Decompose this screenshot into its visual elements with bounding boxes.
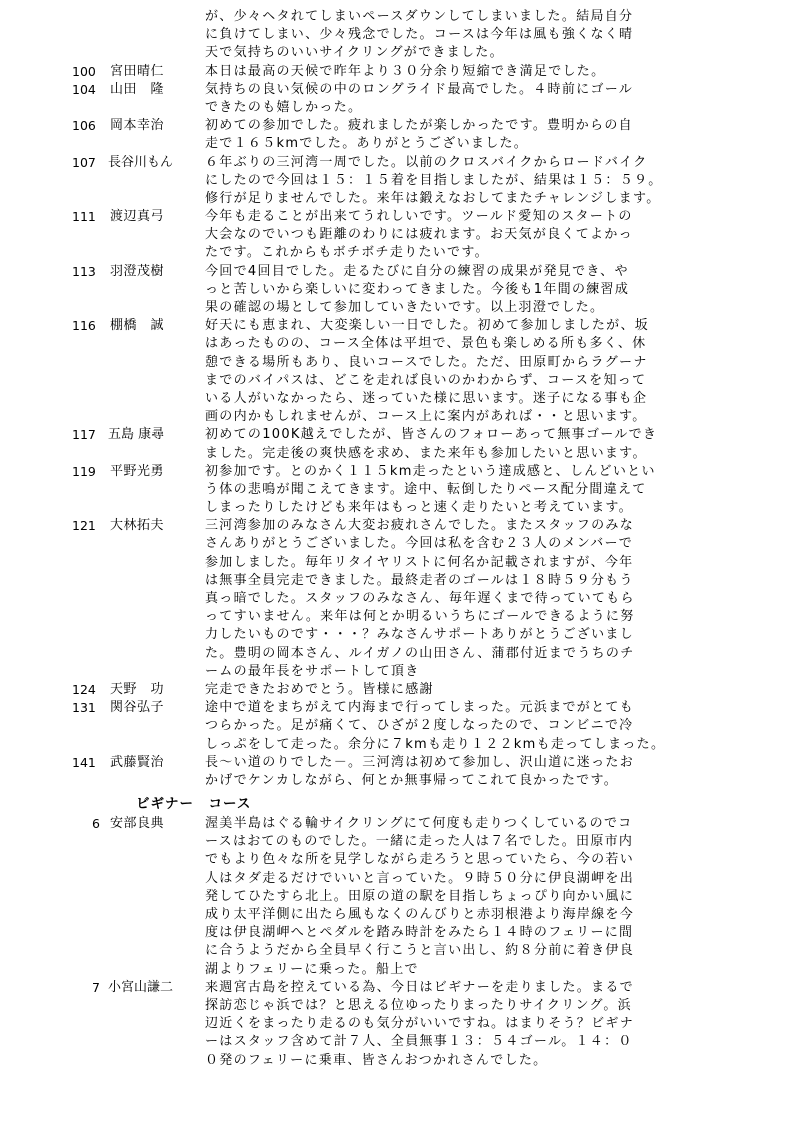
- comment-line: ６年ぶりの三河湾一周でした。以前のクロスバイクからロードバイク: [205, 154, 648, 170]
- rider-name: 関谷弘子: [110, 700, 165, 716]
- section-title: ビギナー コース: [136, 796, 252, 813]
- comment-text: [205, 754, 730, 790]
- comment-line: ースはおてのものでした。一緒に走った人は７名でした。田原市内: [205, 834, 634, 850]
- rider-name: 渡辺真弓: [110, 209, 165, 225]
- comment-line: 発してひたすら北上。田原の道の駅を目指しちょっぴり向かい風に: [205, 888, 635, 904]
- comment-line: 初参加です。とのかく１１５km走ったという達成感と、しんどいとい: [205, 463, 656, 479]
- rider-number: 119: [72, 463, 96, 479]
- comment-line: 辺近くをまったり走るのも気分がいいですね。はまりそう？ビギナ: [205, 1016, 635, 1032]
- comment-line: が、少々ヘタれてしまいペースダウンしてしまいました。結局自分: [205, 9, 634, 24]
- comment-text: [205, 463, 730, 518]
- comment-text: [205, 699, 730, 754]
- rider-number: 141: [72, 754, 96, 770]
- rider-number: 124: [72, 681, 96, 697]
- rider-number: 104: [72, 81, 96, 97]
- comment-text: [205, 815, 730, 979]
- comment-text: [205, 117, 730, 153]
- comment-line: 憩できる場所もあり、良いコースでした。ただ、田原町からラグーナ: [205, 354, 648, 370]
- comment-line: っと苦しいから楽しいに変わってきました。今後も1年間の練習成: [205, 281, 630, 297]
- comment-text: [205, 208, 730, 263]
- rider-entry: [0, 263, 794, 318]
- comment-line: 走で１６５kmでした。ありがとうございました。: [205, 136, 529, 152]
- comment-line: 渥美半島はぐる輪サイクリングにて何度も走りつくしているのでコ: [205, 816, 633, 832]
- rider-number: 106: [72, 118, 96, 134]
- rider-name: 羽澄茂樹: [110, 263, 165, 279]
- comment-text: [205, 979, 730, 1070]
- comment-text: [205, 263, 730, 318]
- rider-entry: [0, 681, 794, 699]
- rider-number: 6: [92, 816, 100, 832]
- document-page: [0, 8, 794, 1070]
- comment-line: 好天にも恵まれ、大変楽しい一日でした。初めて参加しましたが、坂: [205, 318, 650, 334]
- rider-name: 平野光勇: [110, 463, 165, 479]
- comment-text: [205, 426, 730, 462]
- rider-name: 武藤賢治: [110, 754, 165, 770]
- rider-name: 山田 隆: [110, 81, 165, 97]
- rider-entry: [0, 815, 794, 979]
- comment-line: 修行が足りませんでした。来年は鍛えなおしてまたチャレンジします。: [205, 190, 661, 206]
- rider-comment-list: [0, 63, 794, 791]
- comment-line: までのバイパスは、どこを走れば良いのかわからず、コースを知って: [205, 372, 647, 388]
- comment-line: たです。これからもボチボチ走りたいです。: [205, 245, 489, 261]
- comment-line: は無事全員完走できました。最終走者のゴールは１８時５９分もう: [205, 572, 634, 588]
- comment-line: 今年も走ることが出来てうれしいです。ツールド愛知のスタートの: [205, 209, 633, 225]
- rider-name: 宮田晴仁: [110, 63, 165, 79]
- rider-entry: [0, 754, 794, 790]
- comment-line: 画の内かもしれませんが、コース上に案内があれば・・と思います。: [205, 409, 647, 425]
- comment-line: 果の確認の場として参加していきたいです。以上羽澄でした。: [205, 300, 605, 315]
- comment-line: 完走できたおめでとう。皆様に感謝: [205, 681, 434, 697]
- rider-name: 岡本幸治: [110, 118, 165, 134]
- rider-number: 121: [72, 518, 96, 534]
- rider-entry: [0, 463, 794, 518]
- comment-line: 探訪恋じゃ浜では？と思える位ゆったりまったりサイクリング。浜: [205, 997, 632, 1013]
- rider-name: 五島 康尋: [108, 427, 165, 443]
- rider-entry: [0, 63, 794, 81]
- comment-line: 来週宮古島を控えている為、今日はビギナーを走りました。まるで: [205, 979, 634, 995]
- comment-text: [205, 81, 730, 117]
- comment-line: いる人がいなかったら、迷っていた様に思います。迷子になる事も企: [205, 390, 648, 406]
- rider-number: 113: [72, 263, 96, 279]
- rider-entry: [0, 117, 794, 153]
- comment-line: 三河湾参加のみなさん大変お疲れさんでした。またスタッフのみな: [205, 518, 635, 534]
- comment-line: はあったものの、コース全体は平坦で、景色も楽しめる所も多く、休: [205, 336, 647, 352]
- comment-text: [205, 517, 730, 681]
- beginner-comment-list: [0, 815, 794, 1070]
- comment-line: しまったりしたけども来年はもっと速く走りたいと考えています。: [205, 500, 633, 516]
- comment-line: 途中で道をまちがえて内海まで行ってしまった。元浜までがとても: [205, 700, 635, 716]
- comment-text: [205, 317, 730, 426]
- continuation-comment: [0, 8, 794, 63]
- comment-line: でもより色々な所を見学しながら走ろうと思っていたら、今の若い: [205, 852, 635, 868]
- rider-name: 棚橋 誠: [110, 318, 165, 334]
- comment-line: た。豊明の岡本さん、ルイガノの山田さん、蒲郡付近までうちのチ: [205, 645, 635, 661]
- rider-name: 長谷川もん: [108, 154, 174, 170]
- comment-line: に合うようだから全員早く行こうと言い出し、約８分前に着き伊良: [205, 943, 635, 959]
- comment-line: さんありがとうございました。今回は私を含む２３人のメンバーで: [205, 536, 634, 552]
- rider-number: 100: [72, 63, 96, 79]
- rider-entry: [0, 317, 794, 426]
- comment-line: 度は伊良湖岬へとペダルを踏み時計をみたら１４時のフェリーに間: [205, 925, 634, 941]
- comment-line: かげでケンカしながら、何とか無事帰ってこれて良かったです。: [205, 772, 619, 788]
- comment-line: ーはスタッフ含めて計７人、全員無事１３：５４ゴール。１４：０: [205, 1034, 633, 1050]
- comment-line: 本日は最高の天候で昨年より３０分余り短縮でき満足でした。: [205, 63, 606, 79]
- comment-text: [205, 154, 730, 209]
- rider-number: 7: [92, 979, 100, 995]
- rider-number: 107: [72, 154, 96, 170]
- rider-entry: [0, 979, 794, 1070]
- comment-line: ームの最年長をサポートして頂き: [205, 663, 420, 679]
- comment-line: にしたので今回は１５：１５着を目指しましたが、結果は１５：５９。: [205, 172, 663, 188]
- comment-line: ました。完走後の爽快感を求め、また来年も参加したいと思います。: [205, 445, 647, 461]
- comment-line: 湖よりフェリーに乗った。船上で: [205, 961, 419, 977]
- comment-line: 初めての100K越えでしたが、皆さんのフォローあって無事ゴールでき: [205, 427, 658, 443]
- rider-number: 111: [72, 209, 96, 225]
- rider-entry: [0, 699, 794, 754]
- rider-entry: [0, 426, 794, 462]
- comment-line: 真っ暗でした。スタッフのみなさん、毎年遅くまで待っていてもら: [205, 591, 635, 606]
- rider-name: 安部良典: [110, 816, 165, 832]
- rider-number: 131: [72, 700, 96, 716]
- comment-line: できたのも嬉しかった。: [205, 99, 363, 115]
- rider-entry: [0, 81, 794, 117]
- comment-line: 気持ちの良い気候の中のロングライド最高でした。４時前にゴール: [205, 81, 634, 97]
- rider-number: 116: [72, 318, 96, 334]
- comment-line: 天で気持ちのいいサイクリングができました。: [205, 45, 504, 61]
- rider-number: 117: [72, 427, 96, 443]
- rider-entry: [0, 208, 794, 263]
- comment-text: [205, 63, 730, 81]
- rider-name: 小宮山謙二: [108, 979, 174, 995]
- comment-line: 長～い道のりでした－。三河湾は初めて参加し、沢山道に迷ったお: [205, 754, 635, 770]
- comment-line: に負けてしまい、少々残念でした。コースは今年は風も強くなく晴: [205, 27, 634, 43]
- comment-text: [205, 8, 730, 63]
- rider-name: 天野 功: [110, 681, 165, 697]
- rider-name: 大林拓夫: [110, 518, 165, 534]
- comment-line: 人はタダ走るだけでいいと言っていた。９時５０分に伊良湖岬を出: [205, 870, 635, 886]
- comment-line: 初めての参加でした。疲れましたが楽しかったです。豊明からの自: [205, 118, 633, 134]
- comment-line: ０発のフェリーに乗車、皆さんおつかれさんでした。: [205, 1052, 548, 1068]
- comment-line: 力したいものです・・・？みなさんサポートありがとうございまし: [205, 627, 635, 643]
- comment-line: 大会なのでいつも距離のわりには疲れます。お天気が良くてよかっ: [205, 227, 633, 243]
- comment-line: 参加しました。毎年リタイヤリストに何名か記載されますが、今年: [205, 554, 634, 570]
- comment-line: 成り太平洋側に出たら風もなくのんびりと赤羽根港より海岸線を今: [205, 907, 635, 922]
- rider-entry: [0, 154, 794, 209]
- comment-line: つらかった。足が痛くて、ひざが２度しなったので、コンビニで冷: [205, 718, 634, 734]
- comment-line: う体の悲鳴が聞こえてきます。途中、転倒したりペース配分間違えて: [205, 481, 647, 497]
- rider-entry: [0, 517, 794, 681]
- comment-line: しっぷをして走った。余分に７kmも走り１２２kmも走ってしまった。: [205, 736, 666, 752]
- comment-text: [205, 681, 730, 699]
- comment-line: ってすいません。来年は何とか明るいうちにゴールできるように努: [205, 609, 635, 625]
- comment-line: 今回で4回目でした。走るたびに自分の練習の成果が発見でき、や: [205, 263, 629, 279]
- section-header-beginner: [0, 793, 794, 815]
